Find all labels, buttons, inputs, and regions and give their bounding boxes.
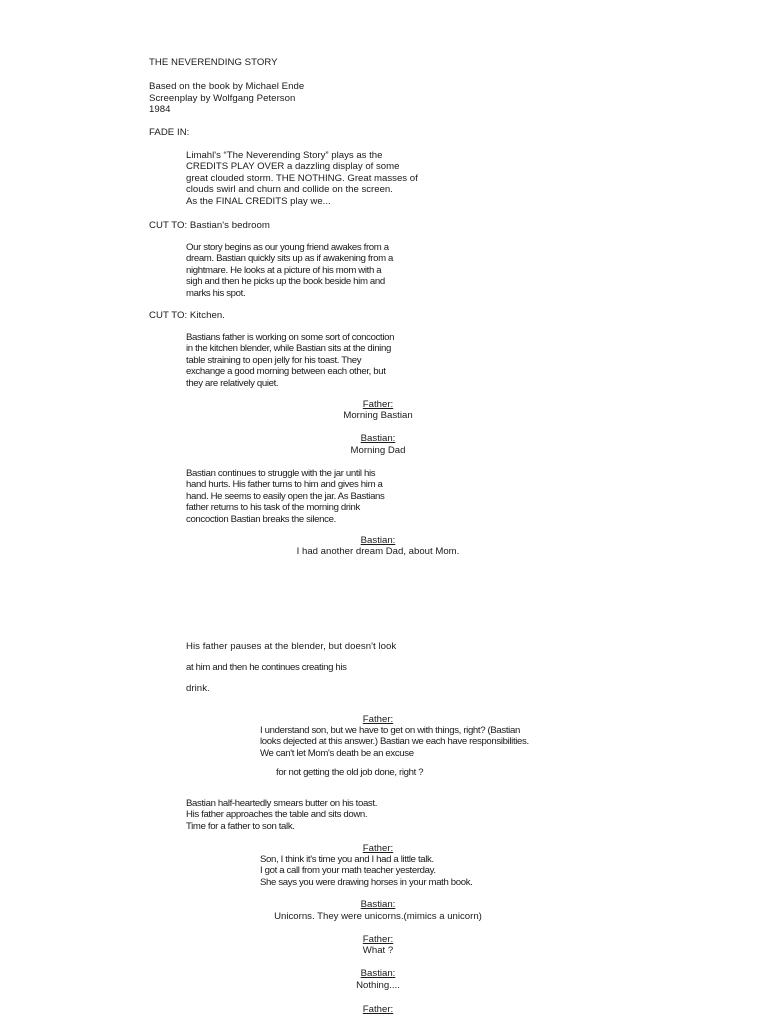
action-paragraph [186,242,393,299]
action-line: at him and then he continues creating his [186,662,347,673]
character-name: Bastian: [360,535,396,546]
action-line: drink. [186,683,210,694]
action-line: sigh and then he picks up the book beside him and [186,276,385,288]
dialogue-line: Nothing.... [356,980,400,991]
action-line: CREDITS PLAY OVER a dazzling display of some [186,161,400,173]
dialogue-line: I understand son, but we have to get on with things, right? (Bastian [260,725,520,736]
dialogue-line: Son, I think it's time you and I had a little talk. [260,854,434,865]
action-paragraph [186,798,377,832]
action-line: Bastian continues to struggle with the jar until his [186,468,376,479]
action-line: they are relatively quiet. [186,377,279,389]
action-line: clouds swirl and churn and collide on the screen. [186,184,393,196]
dialogue-line: Unicorns. They were unicorns.(mimics a unicorn) [274,911,482,922]
action-line: dream. Bastian quickly sits up as if awakening from a [186,253,394,265]
scene-transition: CUT TO: Bastian's bedroom [149,220,270,231]
dialogue-line: I got a call from your math teacher yesterday. [260,865,436,877]
action-line: Our story begins as our young friend awakes from a [186,242,389,253]
character-name: Father: [362,399,394,410]
action-paragraph [186,150,418,207]
action-paragraph [186,332,394,389]
character-name: Bastian: [360,968,396,979]
action-line: hand hurts. His father turns to him and gives him a [186,479,383,491]
character-name: Father: [362,934,394,945]
year-line: 1984 [149,104,171,115]
dialogue-line: looks dejected at this answer.) Bastian we each have responsibilities. [260,736,529,748]
action-line: Bastian half-heartedly smears butter on his toast. [186,798,378,809]
action-paragraph [186,468,385,525]
character-name: Father: [362,714,394,725]
dialogue-block [260,725,529,759]
action-line: hand. He seems to easily open the jar. As Bastians [186,490,385,502]
based-on-line: Based on the book by Michael Ende [149,81,305,92]
action-line: father returns to his task of the morning drink [186,502,360,514]
action-line: Bastians father is working on some sort of concoction [186,332,395,343]
dialogue-line: Morning Dad [350,445,406,456]
dialogue-line: We can't let Mom's death be an excuse [260,747,414,759]
character-name: Bastian: [360,433,396,444]
action-line: concoction Bastian breaks the silence. [186,513,336,525]
character-name: Bastian: [360,899,396,910]
action-line: table straining to open jelly for his toast. They [186,354,362,366]
action-line: Time for a father to son talk. [186,820,295,832]
screenplay-by-line: Screenplay by Wolfgang Peterson [149,93,296,104]
action-line: great clouded storm. THE NOTHING. Great masses of [186,172,418,184]
action-line: His father pauses at the blender, but doesn't look [186,641,397,652]
dialogue-line: What ? [362,945,394,956]
action-line: Limahl's “The Neverending Story” plays as the [186,150,383,161]
dialogue-line: for not getting the old job done, right ? [276,767,424,778]
scene-transition: CUT TO: Kitchen. [149,310,225,321]
action-line: exchange a good morning between each other, but [186,366,386,378]
action-line: As the FINAL CREDITS play we... [186,195,331,207]
character-name: Father: [362,1004,394,1015]
dialogue-line: Morning Bastian [343,410,413,421]
action-line: in the kitchen blender, while Bastian sits at the dining [186,343,391,355]
fade-in: FADE IN: [149,127,190,138]
dialogue-block [260,854,473,888]
action-line: marks his spot. [186,287,246,299]
action-line: nightmare. He looks at a picture of his mom with a [186,264,382,276]
character-name: Father: [362,843,394,854]
action-line: His father approaches the table and sits down. [186,809,368,821]
dialogue-line: She says you were drawing horses in your math book. [260,876,473,888]
dialogue-line: I had another dream Dad, about Mom. [296,546,460,557]
screenplay-title: THE NEVERENDING STORY [149,57,278,68]
